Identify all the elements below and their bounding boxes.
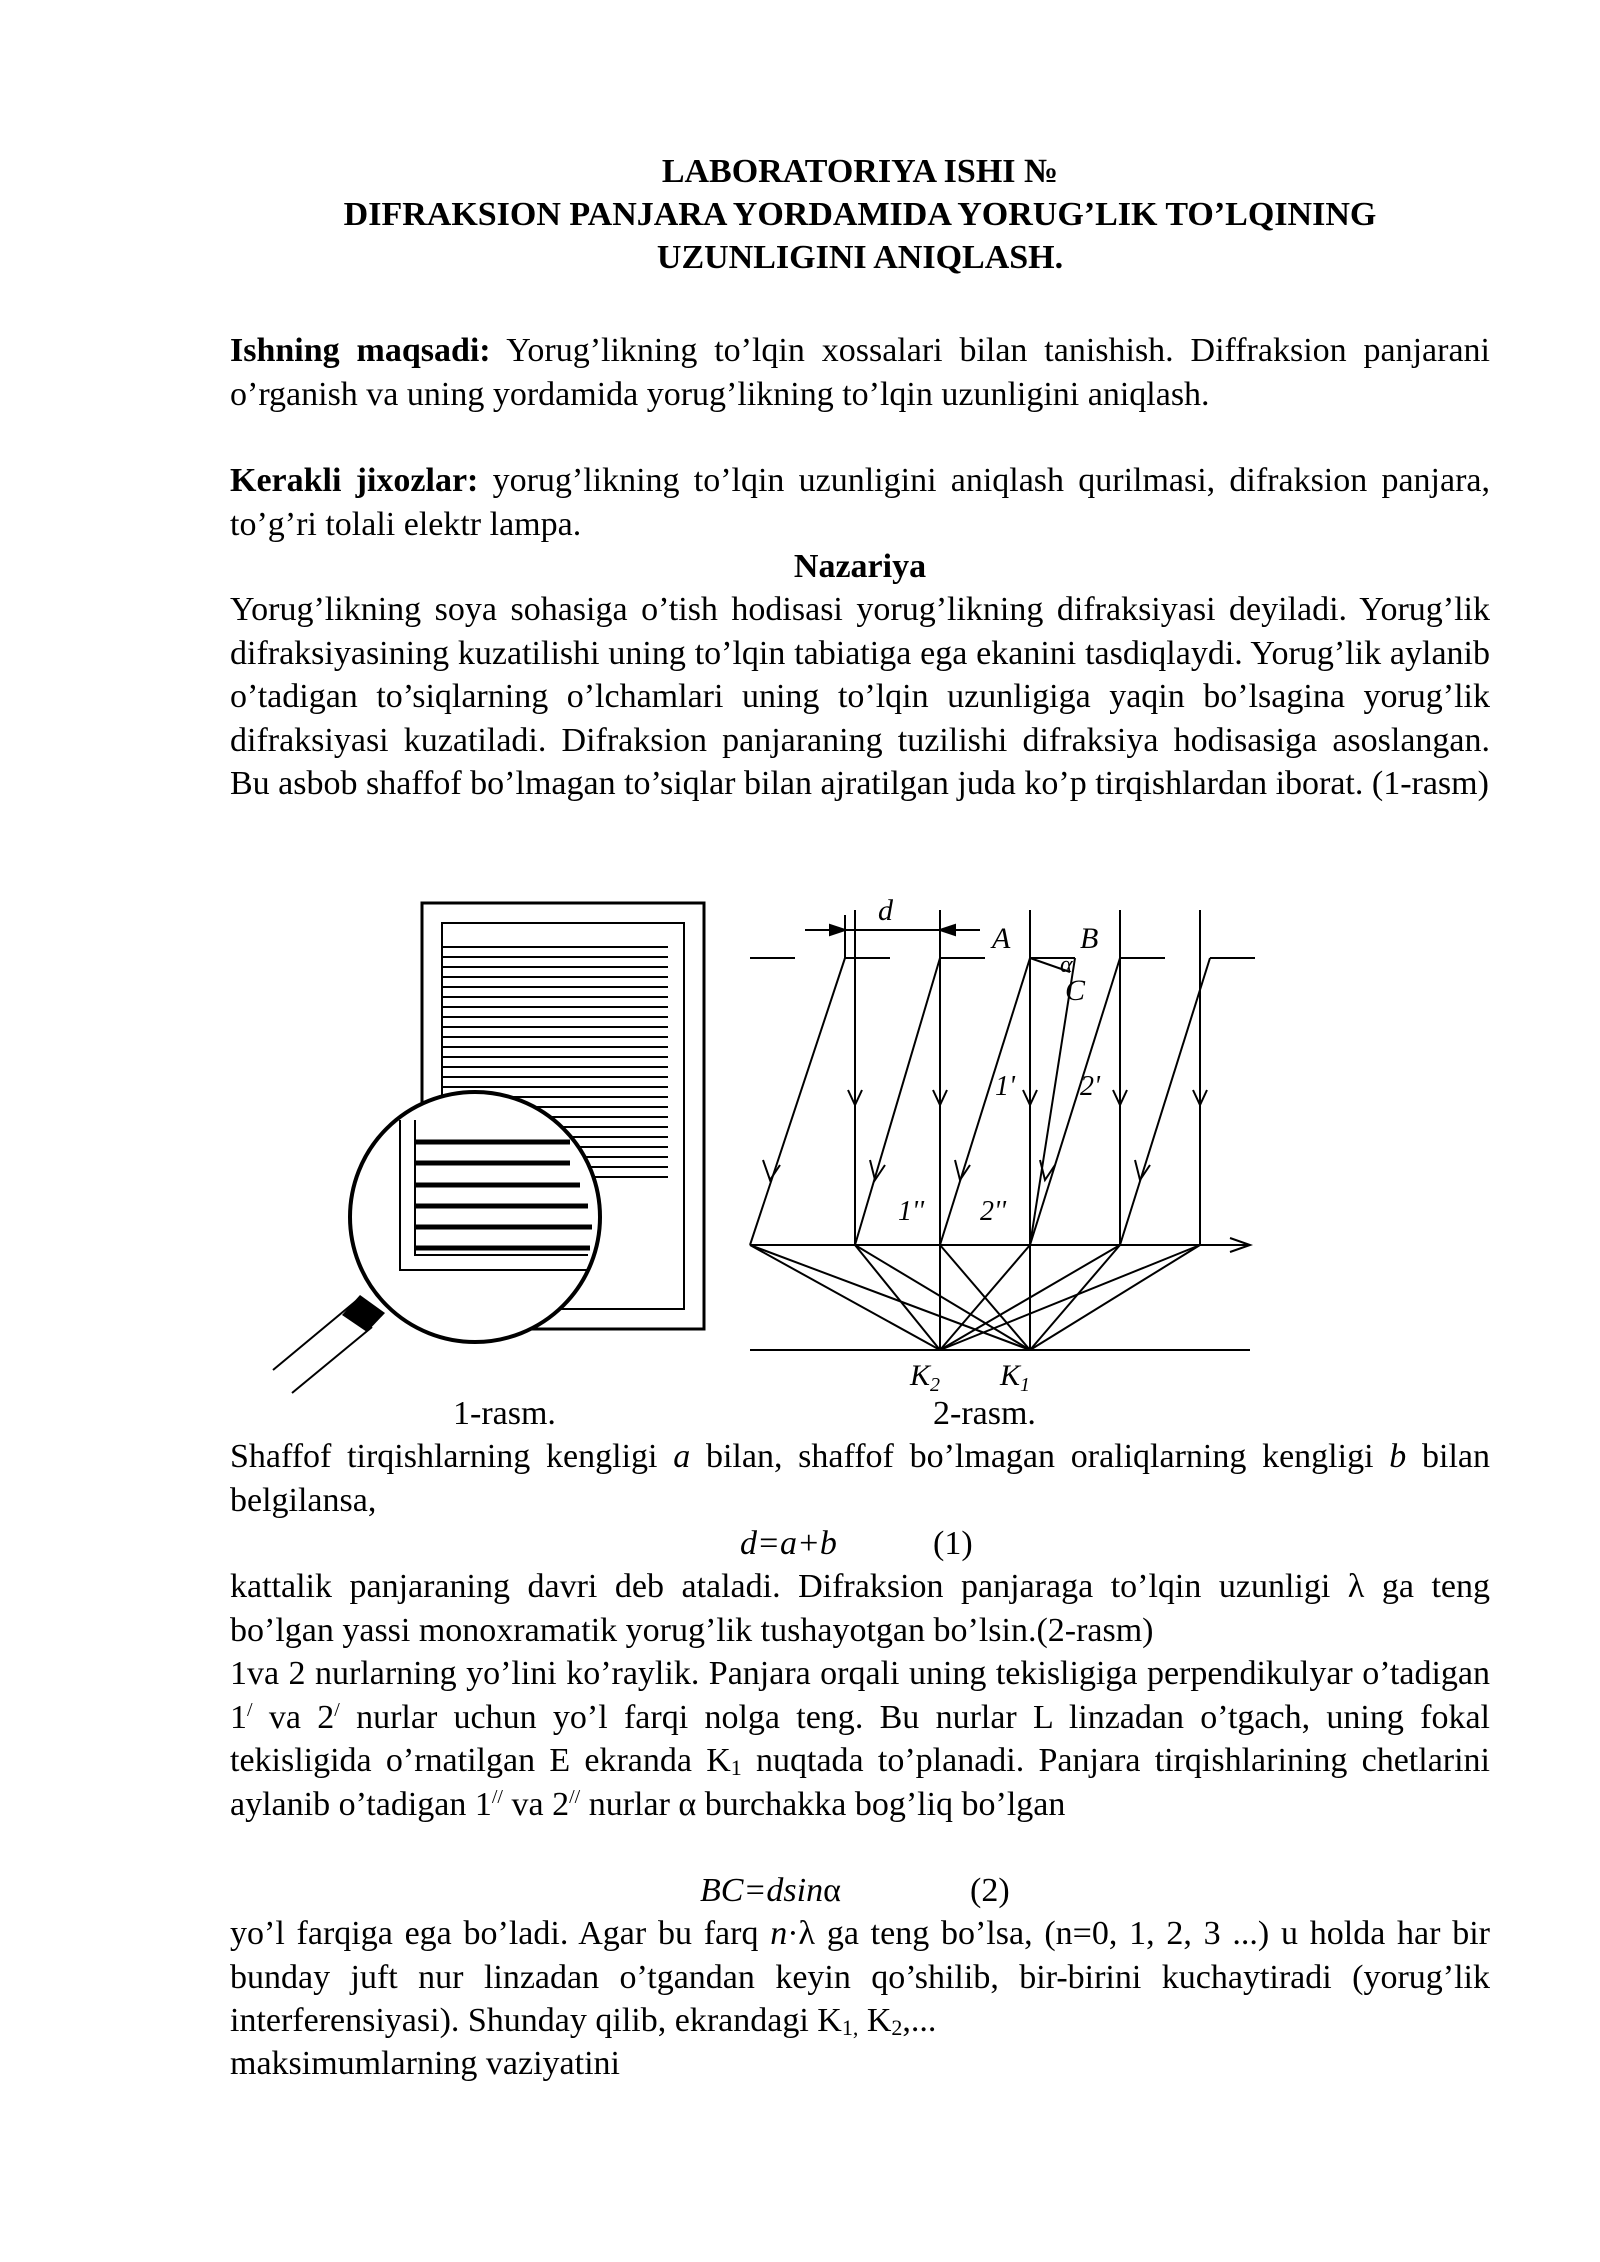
figure-1-caption: 1-rasm.	[453, 1395, 556, 1432]
slit-width-paragraph: Shaffof tirqishlarning kengligi a bilan, shaffof bo’lmagan oraliqlarning kengligi b bilan belgilansa,	[230, 1438, 1491, 1519]
interference-paragraph: yo’l farqiga ega bo’ladi. Agar bu farq n·λ ga teng bo’lsa, (n=0, 1, 2, 3 ...) u holda har bir bunday juft nur linzadan o’tgandan keyin qo’shilib, bir-birini kuchaytiradi (yorug’lik interferensiyasi). Shunday qilib, ekrandagi $K_{1,}$ $K_2$,...	[230, 1915, 1490, 2040]
equation-1-number: (1)	[933, 1525, 973, 1562]
equipment-label: Kerakli jixozlar:	[230, 462, 479, 499]
rays-paragraph: 1va 2 nurlarning yo’lini ko’raylik. Panjara orqali uning tekisligiga perpendikulyar o’tadigan 1/ va 2/ nurlar uchun yo’l farqi nolga teng. Bu nurlar L linzadan o’tgach, uning fokal tekisligida o’rnatilgan E ekranda $K_1$ nuqtada to’planadi. Panjara tirqishlarining chetlarini aylanib o’tadigan 1// va 2// nurlar α burchakka bog’liq bo’lgan	[230, 1655, 1490, 1823]
label-ray-1-prime: 1'	[995, 1071, 1015, 1102]
label-ray-2-double-prime: 2''	[980, 1196, 1006, 1227]
equation-2: BC=dsinα	[700, 1872, 841, 1909]
figure-1-grating	[270, 895, 720, 1405]
figure-2-caption: 2-rasm.	[933, 1395, 1036, 1432]
label-K2: $K_2$	[910, 1359, 941, 1396]
label-ray-2-prime: 2'	[1080, 1071, 1100, 1102]
figure-2-ray-diagram	[730, 890, 1290, 1400]
document-title	[230, 150, 1490, 279]
equipment-paragraph	[230, 459, 1490, 546]
label-alpha: α	[1060, 952, 1073, 978]
title-line-3: UZUNLIGINI ANIQLASH.	[656, 239, 1064, 276]
label-C: C	[1065, 974, 1086, 1007]
title-line-1: LABORATORIYA ISHI №	[661, 153, 1059, 190]
interference-paragraph-end: maksimumlarning vaziyatini	[230, 2045, 620, 2082]
equipment-text: yorug’likning to’lqin uzunligini aniqlash qurilmasi, difraksion panjara, to’g’ri tolali elektr lampa.	[230, 462, 1490, 543]
goal-paragraph	[230, 329, 1490, 416]
label-B: B	[1080, 922, 1099, 955]
period-paragraph: kattalik panjaraning davri deb ataladi. Difraksion panjaraga to’lqin uzunligi λ ga teng bo’lgan yassi monoxramatik yorug’lik tushayotgan bo’lsin.(2-rasm)	[230, 1568, 1490, 1649]
equation-2-number: (2)	[970, 1872, 1010, 1909]
equation-1: d=a+b	[740, 1525, 837, 1562]
label-d: d	[878, 894, 893, 927]
theory-paragraph: Yorug’likning soya sohasiga o’tish hodisasi yorug’likning difraksiyasi deyiladi. Yorug’lik difraksiyasining kuzatilishi uning to’lqin tabiatiga ega ekanini tasdiqlaydi. Yorug’lik aylanib o’tadigan to’siqlarning o’lchamlari uning to’lqin uzunligiga yaqin bo’lsagina yorug’lik difraksiyasi kuzatiladi. Difraksion panjaraning tuzilishi difraksiya hodisasiga asoslangan. Bu asbob shaffof bo’lmagan to’siqlar bilan ajratilgan juda ko’p tirqishlardan iborat. (1-rasm)	[230, 591, 1490, 802]
label-ray-1-double-prime: 1''	[898, 1196, 924, 1227]
title-line-2: DIFRAKSION PANJARA YORDAMIDA YORUG’LIK TO’LQINING	[343, 196, 1377, 233]
label-A: A	[992, 922, 1011, 955]
goal-text: Yorug’likning to’lqin xossalari bilan tanishish. Diffraksion panjarani o’rganish va uning yordamida yorug’likning to’lqin uzunligini aniqlash.	[230, 332, 1490, 413]
goal-label: Ishning maqsadi:	[230, 332, 491, 369]
label-K1: $K_1$	[1000, 1359, 1031, 1396]
theory-heading: Nazariya	[793, 548, 927, 585]
